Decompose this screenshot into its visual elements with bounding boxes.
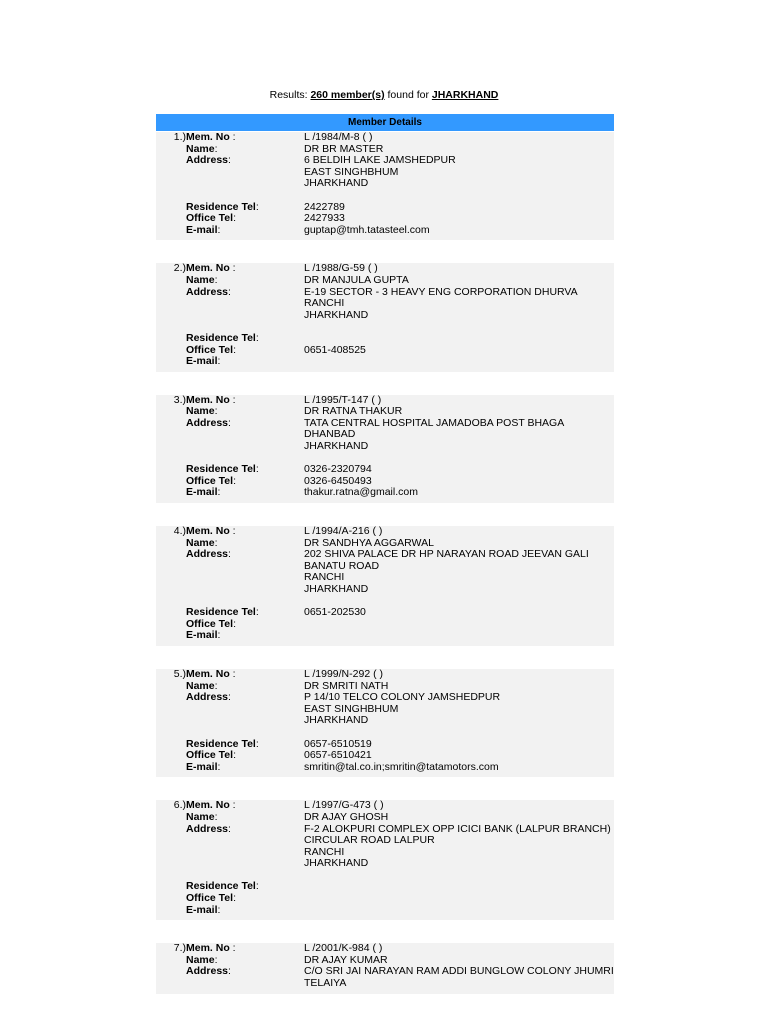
member-card — [156, 526, 614, 646]
mem-no-row-value: L /1995/T-147 ( ) — [304, 393, 382, 406]
mem-no-row — [156, 526, 614, 538]
member-index: 5.) — [173, 667, 186, 680]
address-row-label-colon: : — [228, 154, 231, 167]
address-row-value: JHARKHAND — [304, 714, 369, 727]
address-row-value: 6 BELDIH LAKE JAMSHEDPUR — [304, 154, 456, 167]
residence-tel-row-value: 0326-2320794 — [304, 463, 372, 476]
email-row-label-text: E-mail — [186, 629, 218, 642]
name-row-value: DR RATNA THAKUR — [304, 405, 403, 418]
residence-tel-row-label-text: Residence Tel — [186, 606, 256, 619]
address-row — [156, 418, 614, 430]
name-row-label-text: Name — [186, 405, 215, 418]
office-tel-row-value — [304, 619, 614, 631]
member-index — [156, 812, 186, 824]
address-row-label — [186, 287, 304, 299]
address-row — [156, 692, 614, 704]
name-row-value: DR AJAY KUMAR — [304, 953, 388, 966]
email-row-label-text: E-mail — [186, 486, 218, 499]
residence-tel-row-value: 0651-202530 — [304, 606, 366, 619]
address-row-label — [186, 966, 304, 978]
email-row — [156, 225, 614, 237]
member-index — [156, 178, 186, 190]
mem-no-row-label-text: Mem. No — [186, 525, 230, 538]
member-card — [156, 669, 614, 777]
member-index: 6.) — [173, 799, 186, 812]
member-index: 4.) — [173, 525, 186, 538]
residence-tel-row-label-colon: : — [255, 200, 259, 213]
member-index — [156, 704, 186, 716]
residence-tel-row-label-colon: : — [255, 463, 259, 476]
member-index — [156, 881, 186, 893]
member-index: 2.) — [173, 262, 186, 275]
address-row-label — [186, 561, 304, 573]
email-row — [156, 905, 614, 917]
mem-no-row-label-text: Mem. No — [186, 942, 230, 955]
name-row-label-text: Name — [186, 273, 215, 286]
name-row-label-colon: : — [214, 953, 218, 966]
email-row-label-colon: : — [217, 223, 221, 236]
address-row-label — [186, 441, 304, 453]
member-index — [156, 630, 186, 642]
name-row-label-colon: : — [214, 142, 218, 155]
email-row-label-colon: : — [217, 629, 221, 642]
member-details-header: Member Details — [156, 114, 614, 131]
member-index — [156, 549, 186, 561]
results-middle: found for — [384, 89, 432, 101]
name-row-label-colon: : — [214, 536, 218, 549]
address-row-label-text: Address — [186, 691, 229, 704]
address-row — [156, 572, 614, 584]
member-index — [156, 607, 186, 619]
residence-tel-row-label-text: Residence Tel — [186, 737, 256, 750]
member-index — [156, 572, 186, 584]
address-row-value: JHARKHAND — [304, 857, 369, 870]
member-index — [156, 333, 186, 345]
address-row-value: RANCHI — [304, 845, 345, 858]
name-row-label-colon: : — [214, 273, 218, 286]
address-row — [156, 835, 614, 847]
office-tel-row-value: 0657-6510421 — [304, 749, 372, 762]
address-row — [156, 858, 614, 870]
email-row-label — [186, 356, 304, 368]
address-row-label — [186, 978, 304, 990]
address-row-label — [186, 715, 304, 727]
address-row-label — [186, 858, 304, 870]
address-row-label — [186, 835, 304, 847]
residence-tel-row-value: 0657-6510519 — [304, 737, 372, 750]
address-row — [156, 310, 614, 322]
results-state: JHARKHAND — [431, 89, 499, 101]
name-row-label-colon: : — [214, 810, 218, 823]
address-row-label — [186, 692, 304, 704]
member-index — [156, 561, 186, 573]
address-row-value: EAST SINGHBHUM — [304, 702, 399, 715]
name-row-value: DR BR MASTER — [304, 142, 384, 155]
mem-no-row-label-text: Mem. No — [186, 131, 230, 143]
office-tel-row — [156, 893, 614, 905]
address-row-value: E-19 SECTOR - 3 HEAVY ENG CORPORATION DHURVA — [304, 285, 578, 298]
member-index — [156, 155, 186, 167]
address-row-label-text: Address — [186, 285, 229, 298]
mem-no-row-value: L /1988/G-59 ( ) — [304, 262, 378, 275]
mem-no-row-value: L /1997/G-473 ( ) — [304, 799, 384, 812]
email-row-label-colon: : — [217, 903, 221, 916]
email-row-label-colon: : — [217, 760, 221, 773]
office-tel-row — [156, 750, 614, 762]
address-row — [156, 704, 614, 716]
member-index — [156, 955, 186, 967]
office-tel-row-label-colon: : — [233, 749, 236, 762]
address-row-label-text: Address — [186, 154, 229, 167]
name-row-label-colon: : — [214, 679, 218, 692]
office-tel-row-label-colon: : — [233, 474, 236, 487]
address-row-value: 202 SHIVA PALACE DR HP NARAYAN ROAD JEEVAN GALI — [304, 548, 589, 561]
email-row — [156, 356, 614, 368]
member-index — [156, 356, 186, 368]
address-row-value: JHARKHAND — [304, 308, 369, 321]
residence-tel-row-value: 2422789 — [304, 200, 345, 213]
address-row-value: TATA CENTRAL HOSPITAL JAMADOBA POST BHAGA — [304, 416, 565, 429]
residence-tel-row-value — [304, 333, 614, 345]
mem-no-row-value: L /2001/K-984 ( ) — [304, 942, 383, 955]
office-tel-row-value: 2427933 — [304, 212, 345, 225]
address-row-value: DHANBAD — [304, 428, 356, 441]
email-row-value: smritin@tal.co.in;smritin@tatamotors.com — [304, 760, 499, 773]
address-row-label — [186, 584, 304, 596]
mem-no-row-label-colon: : — [229, 942, 236, 955]
address-row-label-colon: : — [228, 285, 231, 298]
member-index — [156, 418, 186, 430]
mem-no-row-label-colon: : — [229, 667, 236, 680]
office-tel-row-label-text: Office Tel — [186, 749, 234, 762]
member-index — [156, 847, 186, 859]
office-tel-row-value — [304, 893, 614, 905]
name-row-value: DR SMRITI NATH — [304, 679, 389, 692]
name-row-label-text: Name — [186, 536, 215, 549]
name-row-value: DR SANDHYA AGGARWAL — [304, 536, 434, 549]
mem-no-row-label-colon: : — [229, 799, 236, 812]
mem-no-row-label-text: Mem. No — [186, 262, 230, 275]
address-row-value: RANCHI — [304, 297, 345, 310]
mem-no-row-label-colon: : — [229, 262, 236, 275]
member-index — [156, 345, 186, 357]
member-card — [156, 800, 614, 920]
name-row-label-colon: : — [214, 405, 218, 418]
office-tel-row-label-text: Office Tel — [186, 892, 234, 905]
address-row-label-text: Address — [186, 822, 229, 835]
office-tel-row-label-text: Office Tel — [186, 474, 234, 487]
member-index — [156, 893, 186, 905]
mem-no-row-label-text: Mem. No — [186, 799, 230, 812]
residence-tel-row-label-colon: : — [255, 737, 259, 750]
email-row-label — [186, 905, 304, 917]
email-row-label — [186, 225, 304, 237]
address-row — [156, 561, 614, 573]
email-row-label-text: E-mail — [186, 223, 218, 236]
address-row-label — [186, 429, 304, 441]
member-index — [156, 144, 186, 156]
mem-no-row-label-text: Mem. No — [186, 667, 230, 680]
member-list — [156, 114, 614, 994]
residence-tel-row-label-colon: : — [255, 880, 259, 893]
office-tel-row-label-colon: : — [233, 212, 236, 225]
address-row — [156, 178, 614, 190]
member-index — [156, 762, 186, 774]
results-prefix: Results: — [269, 89, 311, 101]
email-row-value: thakur.ratna@gmail.com — [304, 486, 418, 499]
name-row-label-text: Name — [186, 679, 215, 692]
office-tel-row-label-colon: : — [233, 343, 236, 356]
address-row — [156, 549, 614, 561]
address-row-label-text: Address — [186, 965, 229, 978]
email-row-label-text: E-mail — [186, 903, 218, 916]
member-index — [156, 287, 186, 299]
office-tel-row-value: 0651-408525 — [304, 343, 366, 356]
member-index — [156, 275, 186, 287]
member-index — [156, 167, 186, 179]
member-index — [156, 202, 186, 214]
member-index — [156, 715, 186, 727]
residence-tel-row-label-text: Residence Tel — [186, 331, 256, 344]
member-index — [156, 225, 186, 237]
address-row-value: F-2 ALOKPURI COMPLEX OPP ICICI BANK (LALPUR BRANCH) — [304, 822, 611, 835]
office-tel-row — [156, 619, 614, 631]
address-row-label — [186, 572, 304, 584]
office-tel-row — [156, 213, 614, 225]
address-row — [156, 847, 614, 859]
address-row-label — [186, 178, 304, 190]
address-row-value: P 14/10 TELCO COLONY JAMSHEDPUR — [304, 691, 501, 704]
address-row-label — [186, 310, 304, 322]
email-row — [156, 630, 614, 642]
member-index — [156, 298, 186, 310]
mem-no-row-label-colon: : — [229, 131, 236, 143]
member-index — [156, 429, 186, 441]
name-row-label-text: Name — [186, 142, 215, 155]
name-row-label-text: Name — [186, 953, 215, 966]
member-index — [156, 905, 186, 917]
member-index — [156, 310, 186, 322]
member-index — [156, 824, 186, 836]
email-row-value: guptap@tmh.tatasteel.com — [304, 223, 430, 236]
mem-no-row-label-text: Mem. No — [186, 393, 230, 406]
member-index — [156, 750, 186, 762]
address-row-value: JHARKHAND — [304, 177, 369, 190]
address-row-label-text: Address — [186, 548, 229, 561]
residence-tel-row-label-text: Residence Tel — [186, 880, 256, 893]
member-card — [156, 263, 614, 371]
member-index — [156, 441, 186, 453]
name-row-value: DR AJAY GHOSH — [304, 810, 389, 823]
email-row-label-colon: : — [217, 355, 221, 368]
address-row-label-text: Address — [186, 416, 229, 429]
member-card — [156, 395, 614, 503]
member-index — [156, 619, 186, 631]
address-row-value: JHARKHAND — [304, 583, 369, 595]
email-row-label — [186, 487, 304, 499]
member-index — [156, 681, 186, 693]
member-index — [156, 406, 186, 418]
mem-no-row-value: L /1994/A-216 ( ) — [304, 525, 383, 538]
address-row-value: TELAIYA — [304, 977, 347, 990]
address-row-label — [186, 704, 304, 716]
address-row — [156, 584, 614, 596]
address-row-label — [186, 167, 304, 179]
email-row-value — [304, 905, 614, 917]
member-index — [156, 692, 186, 704]
address-row-value: CIRCULAR ROAD LALPUR — [304, 834, 435, 847]
office-tel-row-label-text: Office Tel — [186, 212, 234, 225]
address-row-label — [186, 847, 304, 859]
results-summary — [0, 89, 768, 102]
address-row-label-colon: : — [228, 548, 231, 561]
address-row-label — [186, 418, 304, 430]
residence-tel-row-label-text: Residence Tel — [186, 200, 256, 213]
email-row — [156, 487, 614, 499]
member-card — [156, 132, 614, 240]
mem-no-row-label-colon: : — [229, 393, 236, 406]
office-tel-row — [156, 345, 614, 357]
member-index — [156, 978, 186, 990]
name-row-label-text: Name — [186, 810, 215, 823]
member-index — [156, 487, 186, 499]
address-row-label-colon: : — [228, 691, 231, 704]
mem-no-row-value: L /1984/M-8 ( ) — [304, 131, 373, 143]
address-row — [156, 167, 614, 179]
address-row — [156, 429, 614, 441]
address-row — [156, 298, 614, 310]
address-row-value: C/O SRI JAI NARAYAN RAM ADDI BUNGLOW COLONY JHUMRI — [304, 965, 614, 978]
residence-tel-row-label-colon: : — [255, 606, 259, 619]
residence-tel-row-value — [304, 881, 614, 893]
member-index — [156, 213, 186, 225]
mem-no-row-label-colon: : — [229, 525, 236, 538]
member-index — [156, 538, 186, 550]
member-index — [156, 835, 186, 847]
address-row-label-colon: : — [228, 822, 231, 835]
email-row-label — [186, 762, 304, 774]
email-row — [156, 762, 614, 774]
email-row-label-text: E-mail — [186, 355, 218, 368]
email-row-value — [304, 630, 614, 642]
office-tel-row-label-text: Office Tel — [186, 617, 234, 630]
member-card — [156, 943, 614, 993]
mem-no-row — [156, 669, 614, 681]
address-row — [156, 978, 614, 990]
results-count: 260 member(s) — [310, 89, 385, 101]
mem-no-row — [156, 132, 614, 144]
address-row-label-colon: : — [228, 416, 231, 429]
address-row-value: RANCHI — [304, 571, 345, 584]
mem-no-row-value: L /1999/N-292 ( ) — [304, 667, 383, 680]
address-row — [156, 441, 614, 453]
member-index — [156, 966, 186, 978]
address-row — [156, 287, 614, 299]
residence-tel-row-label-colon: : — [255, 331, 259, 344]
member-index — [156, 464, 186, 476]
member-index: 3.) — [173, 393, 186, 406]
member-index: 1.) — [173, 131, 186, 143]
member-index — [156, 584, 186, 596]
office-tel-row-label-colon: : — [233, 617, 236, 630]
email-row-label — [186, 630, 304, 642]
office-tel-row-value: 0326-6450493 — [304, 474, 372, 487]
member-index — [156, 476, 186, 488]
address-row — [156, 715, 614, 727]
member-index — [156, 858, 186, 870]
residence-tel-row-label-text: Residence Tel — [186, 463, 256, 476]
address-row-label — [186, 298, 304, 310]
address-row-label-colon: : — [228, 965, 231, 978]
address-row-label — [186, 824, 304, 836]
office-tel-row-label-text: Office Tel — [186, 343, 234, 356]
name-row-value: DR MANJULA GUPTA — [304, 273, 409, 286]
member-index — [156, 739, 186, 751]
office-tel-row-label-colon: : — [233, 892, 236, 905]
email-row-label-text: E-mail — [186, 760, 218, 773]
address-row-value: JHARKHAND — [304, 440, 369, 453]
member-index: 7.) — [173, 942, 186, 955]
address-row-value: BANATU ROAD — [304, 559, 380, 572]
address-row — [156, 966, 614, 978]
address-row-value: EAST SINGHBHUM — [304, 165, 399, 178]
email-row-value — [304, 356, 614, 368]
address-row-label — [186, 155, 304, 167]
email-row-label-colon: : — [217, 486, 221, 499]
address-row-label — [186, 549, 304, 561]
